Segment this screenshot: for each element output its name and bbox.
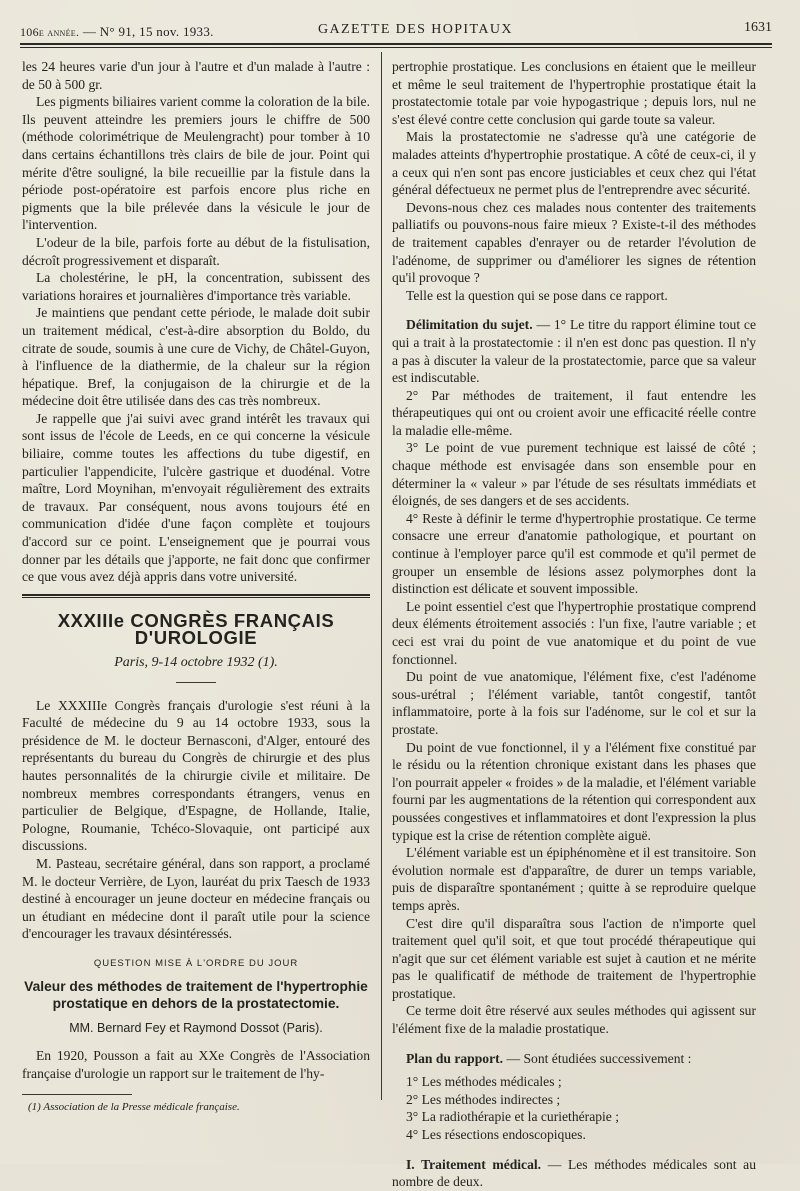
- paragraph-text: — Les méthodes médicales sont au nombre de deux.: [392, 1156, 757, 1190]
- paragraph: En 1920, Pousson a fait au XXe Congrès de l'Association française d'urologie un rapport sur le traitement de l'hy-: [22, 1048, 370, 1081]
- paragraph: Les pigments biliaires varient comme la coloration de la bile. Ils peuvent atteindre les premiers jours le chiffre de 500 (méthode colorimétrique de Meulengracht) pour tomber à 10 dans certains échantillons très clairs de bile de jour. Point qui mérite d'être souligné, la bile recueillie par la fistule dans la période post-opératoire est parfois encore plus riche en pigments que la bile prélevée dans la vésicule le jour de l'intervention.: [22, 94, 370, 233]
- section-heading: I. Traitement médical.: [406, 1156, 542, 1172]
- paragraph: 4° Reste à définir le terme d'hypertrophie prostatique. Ce terme consacre une erreur d'anatomie pathologique, et pourtant on continue à l'employer parce qu'il est commode et qu'il permet de grouper un ensemble de lésions assez polymorphes dont la distinction est délicate et souvent impossible.: [392, 510, 756, 597]
- header-rule: [20, 43, 772, 48]
- paragraph: pertrophie prostatique. Les conclusions en étaient que le meilleur et même le seul traitement de l'hypertrophie prostatique était la prostatectomie totale par voie hypogastrique ; depuis lors, nul ne s'est élevé contre cette conclusion qui garde toute sa valeur.: [392, 59, 756, 127]
- report-title: Valeur des méthodes de traitement de l'hypertrophie prostatique en dehors de la prostatectomie.: [24, 978, 368, 1011]
- congress-title: XXXIIIe CONGRÈS FRANÇAIS D'UROLOGIE: [57, 609, 335, 649]
- list-item: 4° Les résections endoscopiques.: [406, 1127, 586, 1143]
- section-heading: Délimitation du sujet.: [406, 317, 533, 333]
- paragraph: 2° Par méthodes de traitement, il faut entendre les thérapeutiques qui ont ou croient avoir une efficacité réelle contre la maladie elle-même.: [392, 387, 756, 438]
- section-separator: [22, 594, 370, 598]
- paragraph: Mais la prostatectomie ne s'adresse qu'à une catégorie de malades atteints d'hypertrophie prostatique. A côté de ceux-ci, il y a ceux qui n'en sont pas encore justiciables et ceux chez qui l'état général défectueux ne permet plus de l'entreprendre avec sécurité.: [392, 129, 756, 198]
- paragraph: Le XXXIIIe Congrès français d'urologie s'est réuni à la Faculté de médecine du 9 au 14 octobre 1933, sous la présidence de M. le docteur Bernasconi, d'Alger, entouré des représentants du bureau du Congrès de chirurgie et des plus hautes personnalités de la chirurgie civile et militaire. De nombreux membres correspondants étrangers, venus en particulier de Belgique, d'Espagne, de Hollande, Italie, Pologne, Roumanie, Tchéco-Slovaquie, ont participé aux discussions.: [22, 697, 370, 854]
- footnote-rule: [22, 1094, 132, 1095]
- journal-title: GAZETTE DES HOPITAUX: [318, 22, 513, 37]
- paragraph: Le point essentiel c'est que l'hypertrophie prostatique comprend deux éléments étroitement associés : l'un fixe, l'autre variable ; et ceci est vrai du point de vue anatomique et du point de vue fonctionnel.: [392, 598, 756, 667]
- list-item: 3° La radiothérapie et la curiethérapie ;: [406, 1109, 620, 1125]
- list-item: 2° Les méthodes indirectes ;: [406, 1091, 561, 1107]
- delimitation-paragraph: [392, 316, 756, 386]
- report-authors: MM. Bernard Fey et Raymond Dossot (Paris).: [69, 1020, 323, 1035]
- treatment-paragraph: [392, 1156, 756, 1191]
- paragraph: C'est dire qu'il disparaîtra sous l'action de n'importe quel traitement quel qu'il soit, et que tout procédé thérapeutique qui n'agit que sur cet élément variable est sujet à caution et ne mérite pas le qualificatif de méthode de traitement de l'hypertrophie prostatique.: [392, 915, 756, 1001]
- left-column: [22, 58, 370, 1117]
- question-label: QUESTION MISE À L'ORDRE DU JOUR: [93, 957, 299, 969]
- column-divider: [381, 52, 382, 1100]
- right-column: [392, 58, 756, 1191]
- paragraph: La cholestérine, le pH, la concentration, subissent des variations horaires et journalières d'importance très variable.: [22, 270, 370, 303]
- paragraph: Du point de vue fonctionnel, il y a l'élément fixe constitué par le résidu ou la rétention chronique existant dans les phases que l'on pourrait appeler « froides » de la maladie, et l'élément variable fourni par les augmentations de la rétention qui correspondent aux poussées congestives et inflammatoires et dont l'expression la plus typique est la crise de rétention complète aiguë.: [392, 739, 756, 843]
- issue-number: — N° 91, 15 nov. 1933.: [82, 24, 214, 39]
- paragraph: Telle est la question qui se pose dans ce rapport.: [406, 287, 668, 303]
- page-header: [20, 10, 772, 46]
- paragraph: Je rappelle que j'ai suivi avec grand intérêt les travaux qui sont issus de l'école de Leeds, en ce qui concerne la vésicule biliaire, comme toutes les affections du tube digestif, en particulier l'appendicite, l'ulcère gastrique et duodénal. Votre maître, Lord Moynihan, m'envoyait régulièrement des extraits de travaux. Par conséquent, nous avons toujours été en communication d'idée d'une façon complète et toujours d'accord sur ce point. L'enseignement que je pourrai vous donner par les détails que j'apporte, ne fait donc que confirmer ce que vous avez déjà appris dans votre université.: [22, 410, 370, 585]
- congress-subtitle: Paris, 9-14 octobre 1932 (1).: [114, 655, 278, 670]
- paragraph: M. Pasteau, secrétaire général, dans son rapport, a proclamé M. le docteur Verrière, de Lyon, lauréat du prix Taesch de 1933 destiné à encourager un jeune docteur en médecine français ou un étudiant en médecine dont il paraît utile pour la science d'encourager les travaux désintéressés.: [22, 855, 370, 942]
- paragraph: Ce terme doit être réservé aux seules méthodes qui agissent sur l'élément fixe de la maladie prostatique.: [392, 1003, 756, 1037]
- paragraph-text: — 1° Le titre du rapport élimine tout ce qui a trait à la prostatectomie : il n'en est donc pas question. Il n'y a pas à discuter la valeur de la prostatectomie, parce que sa valeur est indiscutable.: [392, 317, 756, 386]
- paragraph: Devons-nous chez ces malades nous contenter des traitements palliatifs ou pouvons-nous faire mieux ? Existe-t-il des méthodes de traitement capables d'enrayer ou de retarder l'évolution de l'adénome, de supprimer ou d'améliorer les signes de rétention qu'il provoque ?: [392, 199, 756, 286]
- paragraph: L'odeur de la bile, parfois forte au début de la fistulisation, décroît progressivement et disparaît.: [22, 234, 370, 268]
- paragraph: L'élément variable est un épiphénomène et il est transitoire. Son évolution normale est d'apparaître, de durer un temps variable, puis de disparaître spontanément ; quitte à se reproduire quelque temps après.: [392, 845, 756, 913]
- paragraph: Je maintiens que pendant cette période, le malade doit subir un traitement médical, c'est-à-dire absorption du Boldo, du citrate de soude, soumis à une cure de Vichy, de Châtel-Guyon, à l'influence de la diathermie, de la chaleur sur la région hépatique. Bref, la conjugaison de la chirurgie et de la médecine doit être utilisée dans des cas très nombreux.: [22, 305, 370, 409]
- plan-list: [406, 1073, 756, 1143]
- paragraph: Du point de vue anatomique, l'élément fixe, c'est l'adénome sous-urétral ; l'élément variable, tantôt congestif, tantôt inflammatoire, porte à la fois sur l'adénome, sur le col et sur la prostate.: [392, 669, 756, 737]
- paragraph: les 24 heures varie d'un jour à l'autre et d'un malade à l'autre : de 50 à 500 gr.: [22, 59, 370, 92]
- section-heading: Plan du rapport.: [406, 1050, 504, 1066]
- issue-info: [20, 24, 214, 40]
- paragraph-text: — Sont étudiées successivement :: [506, 1050, 692, 1066]
- year-label: 106e année.: [20, 25, 80, 39]
- paragraph: 3° Le point de vue purement technique est laissé de côté ; chaque méthode est envisagée dans son ensemble pour en déterminer la « valeur » par l'étude de ses résultats immédiats et éloignés, de ses dangers et de ses accidents.: [392, 440, 756, 509]
- list-item: 1° Les méthodes médicales ;: [406, 1074, 562, 1090]
- short-rule: [176, 682, 216, 683]
- plan-paragraph: [392, 1050, 756, 1068]
- footnote: (1) Association de la Presse médicale française.: [28, 1101, 240, 1114]
- page-number: 1631: [744, 20, 772, 35]
